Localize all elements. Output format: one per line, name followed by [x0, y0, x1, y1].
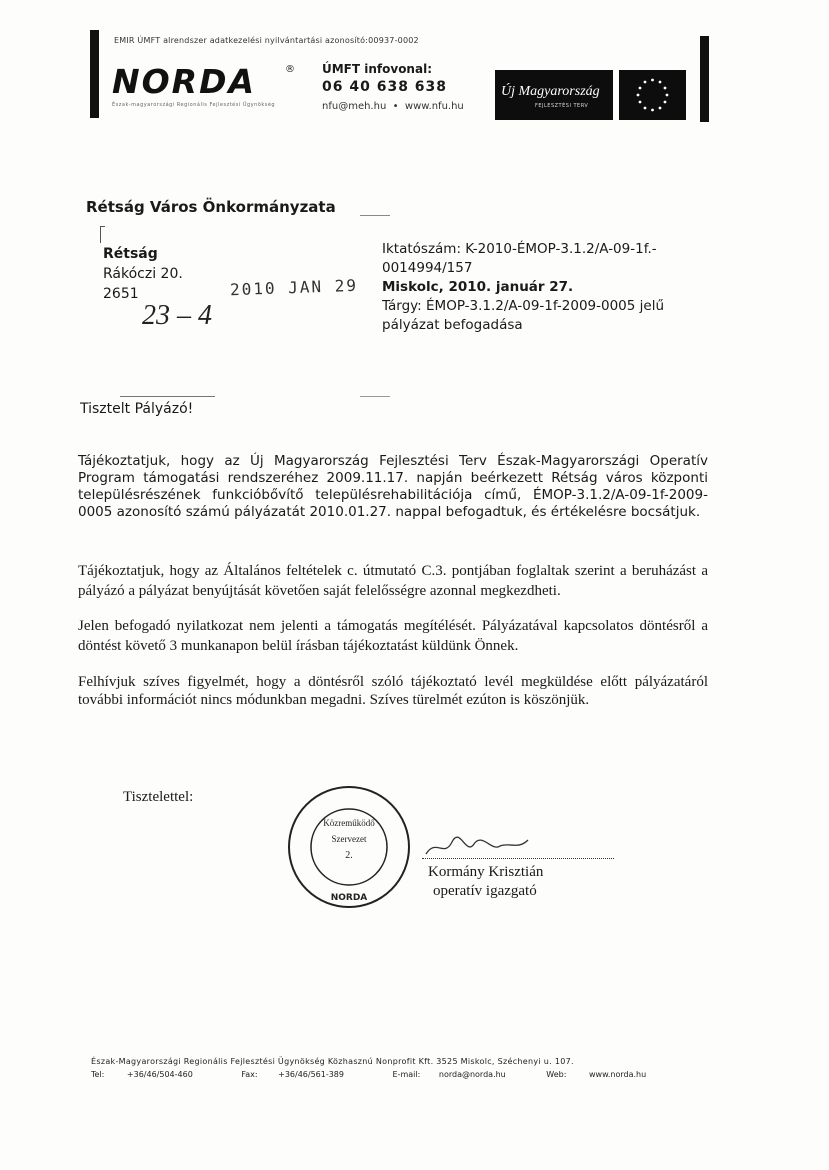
recipient-street: Rákóczi 20. [103, 266, 183, 282]
norda-logo-subtext: Észak-magyarországi Regionális Fejlesztési Ügynökség [112, 102, 276, 108]
infoline-email: nfu@meh.hu [322, 101, 387, 112]
infoline-web: www.nfu.hu [404, 101, 464, 112]
footer-email-label: E-mail: [392, 1070, 421, 1079]
eu-stars-icon [619, 70, 686, 120]
footer-contacts [91, 1070, 691, 1079]
footer-tel: +36/46/504-460 [126, 1070, 193, 1079]
uj-magyarorszag-logo [495, 70, 613, 120]
place-date: Miskolc, 2010. január 27. [382, 279, 574, 295]
reference-block [382, 240, 664, 335]
footer-fax-label: Fax: [241, 1070, 258, 1079]
footer-web-label: Web: [546, 1070, 567, 1079]
targy-line1: Tárgy: ÉMOP-3.1.2/A-09-1f-2009-0005 jelű [382, 298, 665, 314]
infoline-phone: 06 40 638 638 [322, 79, 448, 95]
norda-logo: NORDA [112, 62, 257, 101]
address-window-bottom-rule [120, 396, 215, 397]
paragraph-2: Tájékoztatjuk, hogy az Általános feltételek c. útmutató C.3. pontjában foglaltak szerint a beruházást a pályázó a pályázat benyújtását követően saját felelősségre azonnal megkezdheti. [78, 563, 708, 599]
official-seal [286, 784, 412, 910]
seal-inner-line2: Szervezet [331, 834, 367, 844]
closing-regards: Tisztelettel: [123, 789, 194, 805]
iktatoszam-line1: Iktatószám: K-2010-ÉMOP-3.1.2/A-09-1f.- [382, 241, 657, 257]
seal-inner-line3: 2. [345, 850, 353, 861]
infoline-label: ÚMFT infovonal: [322, 62, 432, 76]
handwritten-number: 23 – 4 [142, 300, 212, 331]
seal-bottom-text: NORDA [330, 893, 368, 903]
seal-icon [286, 784, 412, 910]
recipient-zip: 2651 [103, 286, 139, 302]
footer-address: Észak-Magyarországi Regionális Fejlesztési Ügynökség Közhasznú Nonprofit Kft. 3525 Miskolc, Széchenyi u. 107. [91, 1057, 574, 1066]
uj-magyarorszag-sub: FEJLESZTÉSI TERV [535, 103, 589, 109]
iktatoszam-line2: 0014994/157 [382, 260, 473, 276]
address-window-bottom-rule-right [360, 396, 390, 397]
paragraph-4: Felhívjuk szíves figyelmét, hogy a döntésről szóló tájékoztató levél megküldése előtt pályázatáról további információt nincs módunkban megadni. Szíves türelmét ezúton is köszönjük. [78, 674, 708, 708]
left-header-bar [90, 30, 99, 118]
footer-web: www.norda.hu [588, 1070, 647, 1079]
bullet-separator: • [389, 101, 405, 112]
infoline-contacts [322, 101, 464, 112]
right-header-bar [700, 36, 709, 122]
received-stamp: 2010 JAN 29 [229, 275, 359, 300]
uj-magyarorszag-text: Új Magyarország [501, 84, 600, 99]
salutation: Tisztelt Pályázó! [80, 401, 194, 417]
recipient-org: Rétság Város Önkormányzata [86, 198, 336, 216]
registry-line: EMIR ÚMFT alrendszer adatkezelési nyilvántartási azonosító:00937-0002 [114, 36, 419, 45]
signature-line [422, 858, 614, 859]
footer-fax: +36/46/561-389 [278, 1070, 344, 1079]
eu-flag [619, 70, 686, 120]
footer-tel-label: Tel: [91, 1070, 105, 1079]
footer-email: norda@norda.hu [438, 1070, 506, 1079]
registered-mark-icon: ® [285, 64, 295, 75]
recipient-city: Rétság [103, 246, 158, 262]
paragraph-1: Tájékoztatjuk, hogy az Új Magyarország Fejlesztési Terv Észak-Magyarországi Operatív Program támogatási rendszeréhez 2009.11.17. napján beérkezett Rétság város központi településrészének funkcióbővítő településrehabilitációja című, ÉMOP-3.1.2/A-09-1f-2009-0005 azonosító számú pályázatát 2010.01.27. nappal befogadtuk, és értékelésre bocsátjuk. [78, 453, 708, 520]
targy-line2: pályázat befogadása [382, 317, 523, 333]
seal-inner-line1: Közreműködő [323, 818, 375, 828]
address-window-top-left [100, 226, 105, 243]
signer-name: Kormány Krisztián [428, 864, 544, 880]
address-window-top-rule [360, 215, 390, 216]
paragraph-3: Jelen befogadó nyilatkozat nem jelenti a támogatás megítélését. Pályázatával kapcsolatos döntésről a döntést követő 3 munkanapon belül írásban tájékoztatást küldünk Önnek. [78, 618, 708, 654]
signer-title: operatív igazgató [433, 883, 537, 899]
